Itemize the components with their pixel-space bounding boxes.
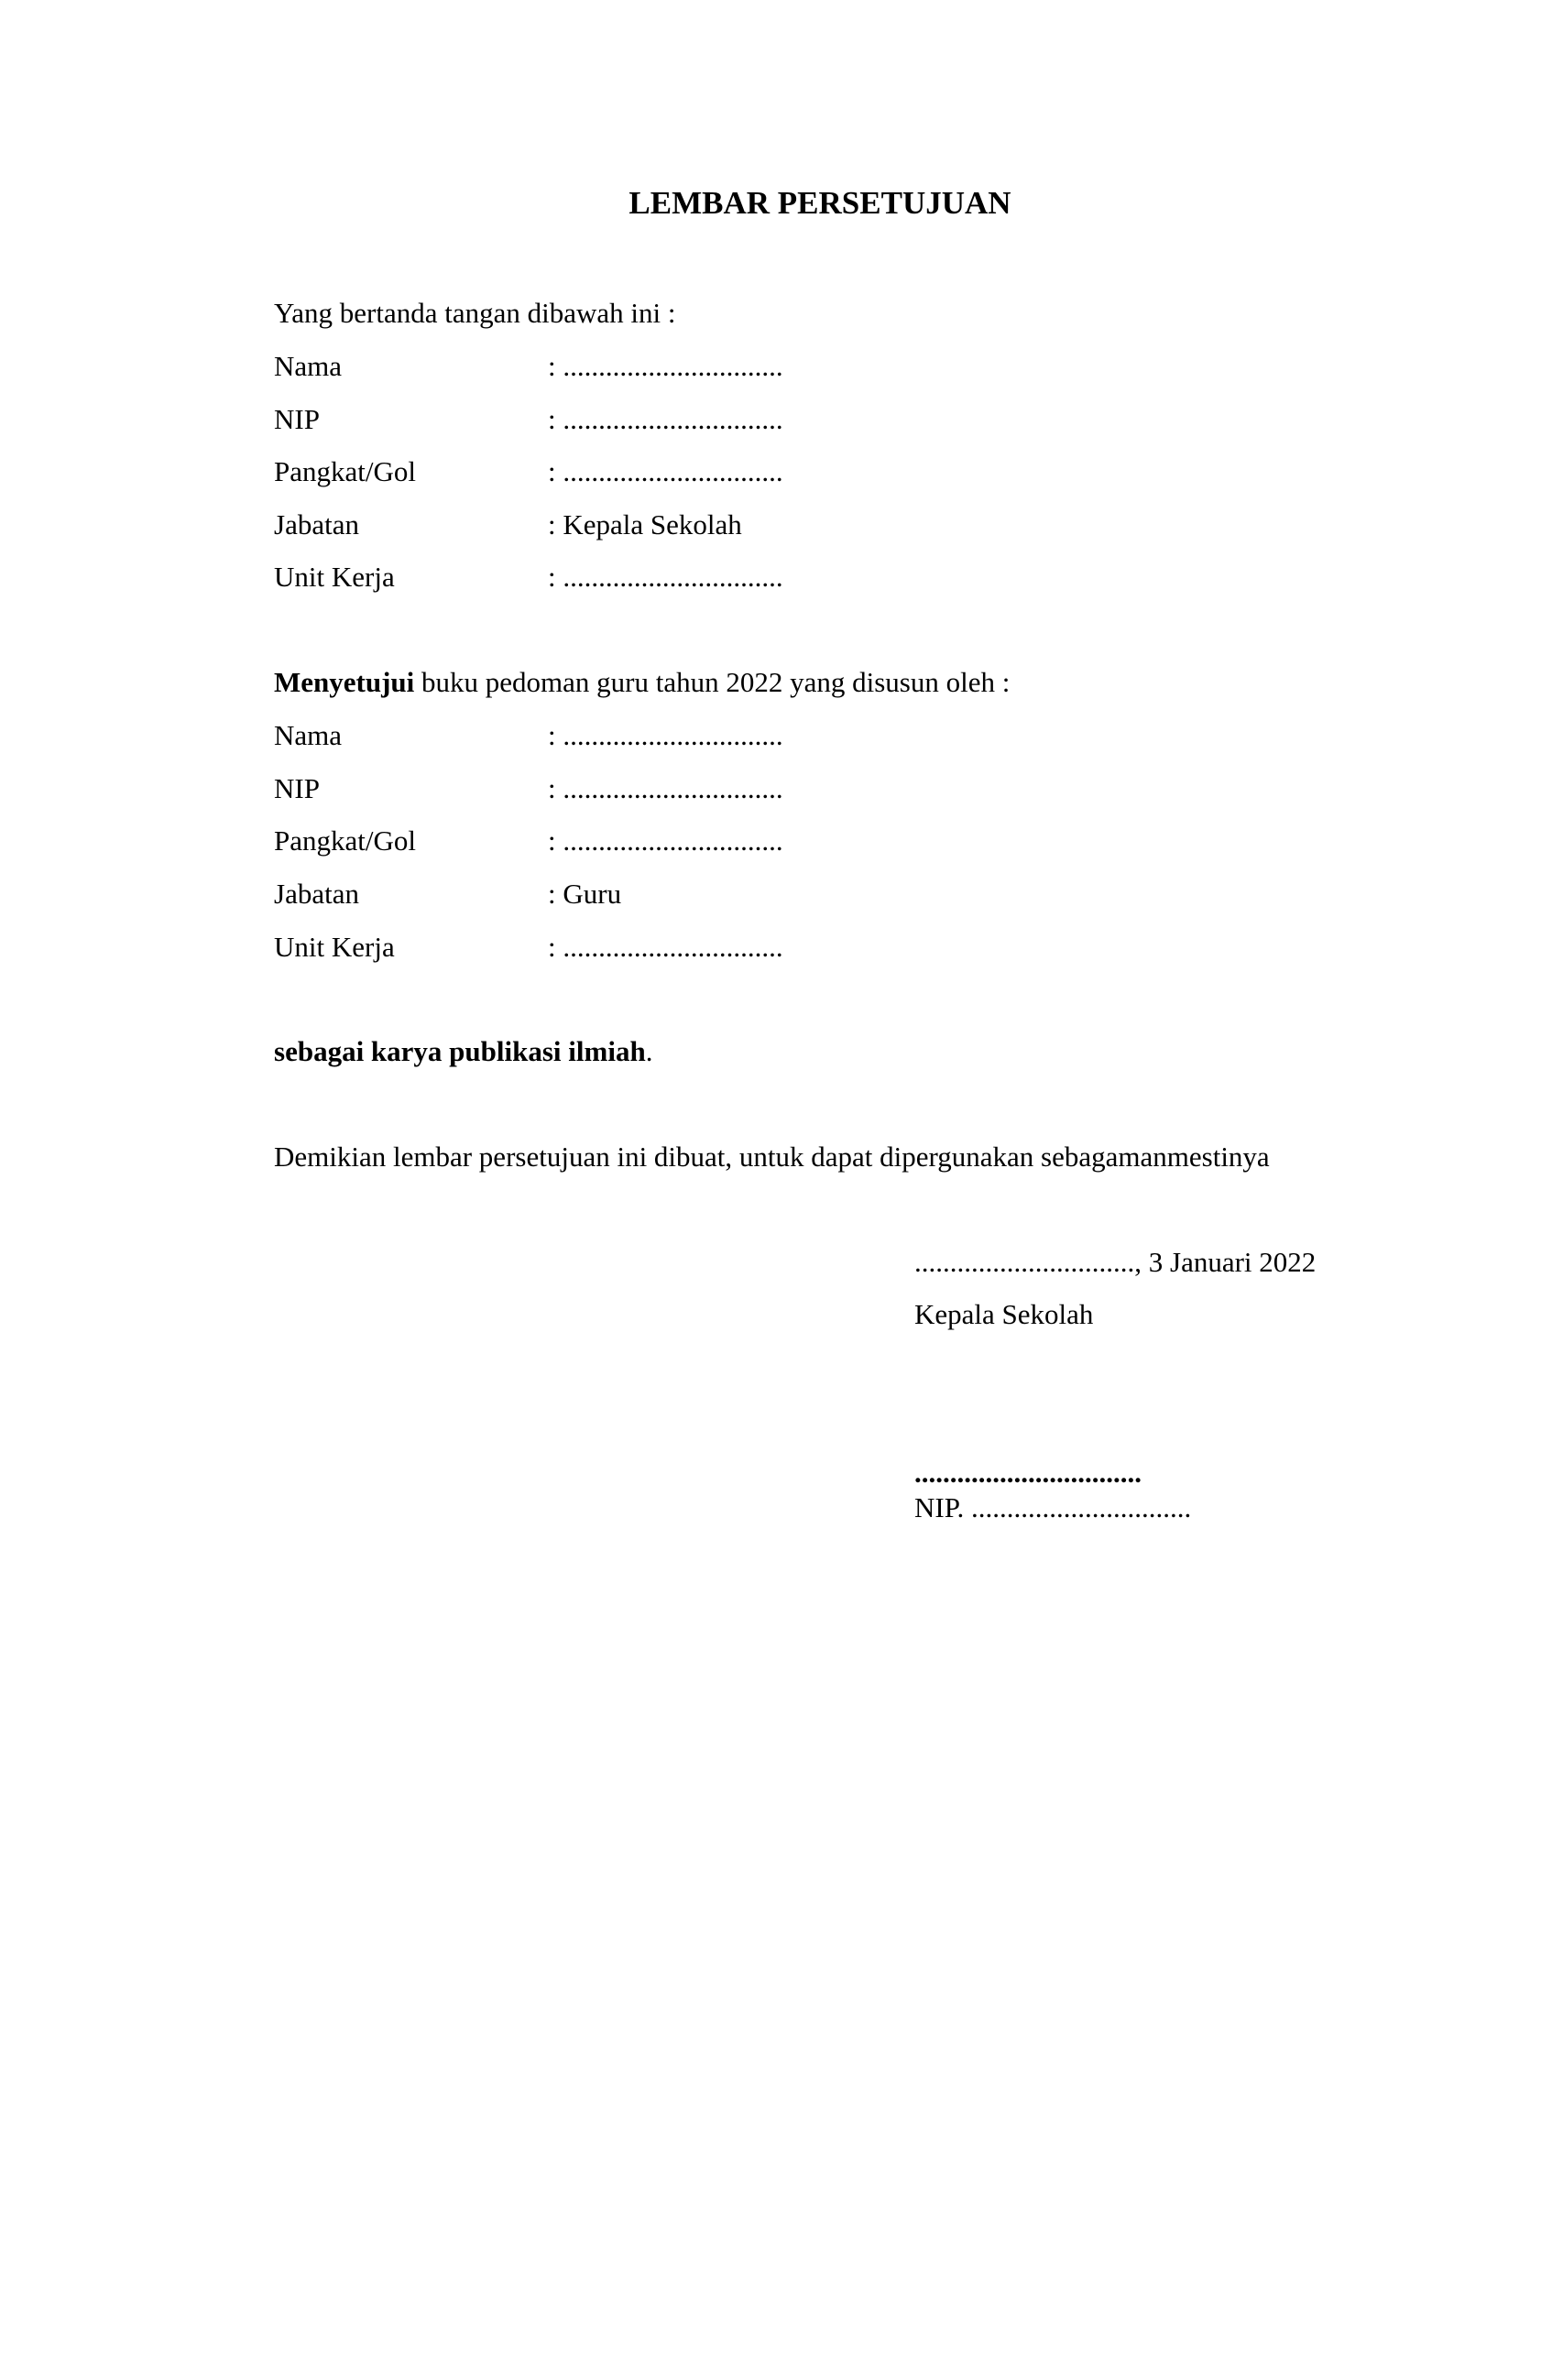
- author-jabatan-label: Jabatan: [274, 878, 359, 910]
- approver-nip-value: : ...............................: [548, 403, 783, 435]
- approval-keyword: Menyetujui: [274, 666, 415, 698]
- purpose-rest: .: [645, 1035, 653, 1067]
- document-title: LEMBAR PERSETUJUAN: [628, 185, 1011, 221]
- approver-jabatan-label: Jabatan: [274, 508, 359, 540]
- signature-nip: NIP. ...............................: [914, 1491, 1192, 1523]
- author-nama-value: : ...............................: [548, 719, 783, 751]
- approver-nama-value: : ...............................: [548, 350, 783, 382]
- author-nip-label: NIP: [274, 772, 320, 804]
- author-unit-kerja-label: Unit Kerja: [274, 931, 395, 963]
- author-pangkat-label: Pangkat/Gol: [274, 824, 416, 857]
- author-jabatan-value: : Guru: [548, 878, 622, 910]
- signature-role: Kepala Sekolah: [914, 1298, 1094, 1330]
- author-unit-kerja-value: : ...............................: [548, 931, 783, 963]
- approver-unit-kerja-value: : ...............................: [548, 561, 783, 593]
- approver-jabatan-value: : Kepala Sekolah: [548, 508, 742, 540]
- purpose-text: [274, 1034, 652, 1069]
- approver-nama-label: Nama: [274, 350, 343, 382]
- intro-text: Yang bertanda tangan dibawah ini :: [274, 297, 676, 329]
- approver-pangkat-label: Pangkat/Gol: [274, 455, 416, 487]
- approver-nip-label: NIP: [274, 403, 320, 435]
- signature-name: ................................: [914, 1457, 1142, 1489]
- approver-pangkat-value: : ...............................: [548, 455, 783, 487]
- approval-statement-rest: buku pedoman guru tahun 2022 yang disusun oleh :: [414, 666, 1011, 698]
- author-nama-label: Nama: [274, 719, 343, 751]
- approver-unit-kerja-label: Unit Kerja: [274, 561, 395, 593]
- purpose-bold: sebagai karya publikasi ilmiah: [274, 1035, 646, 1067]
- approval-statement: [274, 665, 1010, 700]
- author-nip-value: : ...............................: [548, 772, 783, 804]
- signature-place-date: ..............................., 3 Januari 2022: [914, 1246, 1317, 1278]
- closing-text: Demikian lembar persetujuan ini dibuat, untuk dapat dipergunakan sebagamanmestinya: [274, 1141, 1270, 1173]
- author-pangkat-value: : ...............................: [548, 824, 783, 857]
